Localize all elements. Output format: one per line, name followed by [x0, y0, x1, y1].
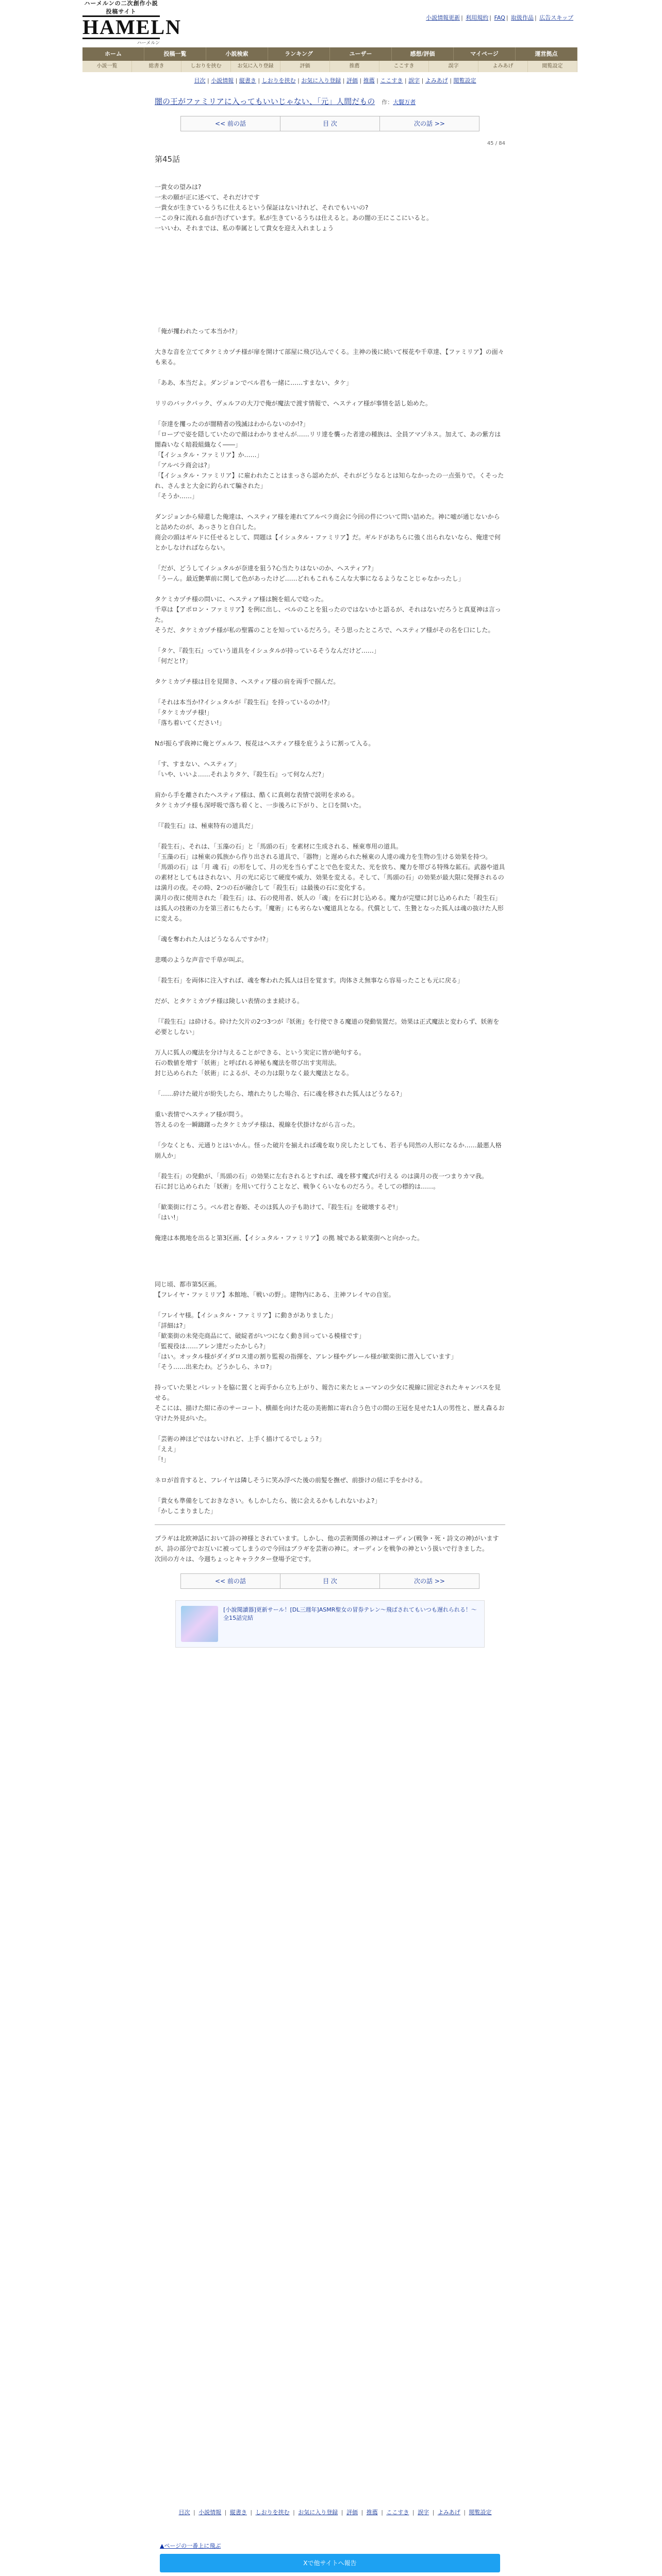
ad-text: [小說閱讀器]更新サール！[DL三週年]ASMR聖女の冒券テレン～飛ばされてもいつも遅れられる！～全15話完結 [223, 1606, 477, 1621]
paragraph: タケミカヅチ様の問いに、ヘスティア様は腕を組んで唸った。 千草は【アポロン・ファミリア】を例に出し、ベルのことを狙ったのではないかと語るが、それはないだろうと真夏神は言った。 そうだ、タケミカヅチ様が私の聖霧のことを知っているだろう。そう思ったところで、ヘスティア様がその名を口にした。 [155, 596, 501, 634]
subnav-recommend[interactable]: 推薦 [330, 61, 379, 72]
nav-admin[interactable]: 運営拠点 [516, 47, 577, 61]
novel-heading [155, 96, 505, 107]
crumb-kokosuki[interactable]: ここすき [380, 77, 403, 84]
afterword [155, 1533, 505, 1564]
crumb-recommend[interactable]: 推薦 [366, 2509, 378, 2516]
paragraph: 「タケ、『殺生石』っていう道具をイシュタルが持っているそうなんだけど……」 「何だと!?」 [155, 647, 380, 665]
pager-top [180, 116, 479, 131]
paragraph: リリのバックパック、ヴェルフの大刀で俺が魔法で渡す情報で、ヘスティア様が事情を話し始めた。 [155, 400, 432, 407]
paragraph: 「……砕けた破片が紛失したら、壊れたりした場合、石に魂を移された狐人はどうなる?」 [155, 1090, 406, 1097]
paragraph: 悲嘆のような声音で千草が叫ぶ。 [155, 956, 248, 963]
paragraph: 「奈達を攫ったのが闇精者の残滅はわからないのか!?」 「ローブで姿を隠していたので顔はわかりませんが……リリ達を襲った者達の種族は、全員アマゾネス。加えて、あの紫方は闇森いなく暗殺組織なく――」 「【イシュタル・ファミリア】か……」 「アルベラ商会は?」 「【イシュタル・ファミリア】に雇われたことはまっさら認めたが、それがどうなるとは知らなかったの一点張りで。くそったれ、さんまと大金に釣られて騙された」 「そうか……」 [155, 420, 504, 500]
crumb-tts[interactable]: よみあげ [437, 2509, 460, 2516]
crumb-toc[interactable]: 目次 [194, 77, 206, 84]
pager-bottom [180, 1573, 479, 1589]
nav-user[interactable]: ユーザー [330, 47, 392, 61]
crumb-tts[interactable]: よみあげ [425, 77, 448, 84]
paragraph: 肩から手を離されたヘスティア様は、酷くに真剣な表情で説明を求める。 タケミカヅチ様も深呼吸で落ち着くと、一歩後ろに下がり、と口を開いた。 [155, 791, 366, 809]
crumb-vertical[interactable]: 縦書き [239, 77, 256, 84]
nav-home[interactable]: ホーム [82, 47, 144, 61]
paragraph: 持っていた果とパレットを脇に置くと両手から立ち上がり、報告に来たヒューマンの少女に視線に固定されたキャンバスを見せる。 そこには、描けた紺に赤のサーコート、横顔を向けた花の美術館に寄れ合う色寸の間の王冠を見せた1人の男性と、歴え森るお守けた外見がいた。 [155, 1384, 505, 1422]
crumb-rate[interactable]: 評価 [346, 2509, 358, 2516]
crumb-typo[interactable]: 誤字 [408, 77, 420, 84]
crumb-favorite[interactable]: お気に入り登録 [301, 77, 341, 84]
bottom-breadcrumb: 目次 | 小説情報 | 縦書き | しおりを挟む | お気に入り登録 | 評価 | 推薦 | ここすき | 誤字 | よみあげ | 閲覧設定 [178, 2509, 492, 2516]
subnav-favorite[interactable]: お気に入り登録 [231, 61, 280, 72]
paragraph: Nが振らず我神に俺とヴェルフ、桜花はヘスティア様を庇うように割って入る。 [155, 740, 375, 747]
paragraph: 同じ頃、都市第5区画。 【フレイヤ・ファミリア】本館地、「戦いの野」。建物内にある、主神フレイヤの自室。 [155, 1281, 395, 1298]
page-number: 45 / 84 [487, 141, 505, 146]
next-episode-button[interactable]: 次の話 >> [380, 1574, 479, 1588]
crumb-favorite[interactable]: お気に入り登録 [298, 2509, 338, 2516]
nav-search[interactable]: 小説検索 [206, 47, 268, 61]
ad-thumbnail [181, 1606, 218, 1642]
subnav-bookmark[interactable]: しおりを挟む [181, 61, 231, 72]
back-to-top-link[interactable]: ▲ページの一番上に飛ぶ [160, 2543, 221, 2549]
next-episode-button[interactable]: 次の話 >> [380, 116, 479, 131]
logo-wordmark: HAMELN [82, 15, 181, 39]
breadcrumb: 目次 | 小説情報 | 縦書き | しおりを挟む | お気に入り登録 | 評価 | 推薦 | ここすき | 誤字 | よみあげ | 閲覧設定 [194, 77, 476, 84]
novel-title[interactable]: 闇の王がファミリアに入ってもいいじゃない、「元」人間だもの [155, 97, 375, 106]
paragraph: 「少なくとも、元通りとはいかん。怪った破片を揃えれば魂を取り戻したとしても、若子も同然の人形になるか……最悪人格崩人か」 [155, 1142, 502, 1159]
paragraph: 一貴女の望みは? 一未の願が正に述べて、それだけです 一貴女が生きているうちに仕えるという保証はないけれど、それでもいいの? 一この身に流れる血が告げています。私が生きているうちは仕えると。あの闇の王にここにいると。 一いいわ、それまでは、私の奉属として貴女を迎え入れましょう [155, 183, 433, 232]
nav-review[interactable]: 感想/評価 [392, 47, 454, 61]
paragraph: 「『殺生石』は砕ける。砕けた欠片の2つ3つが『妖術』を行使できる魔道の発動装置だ。効果は正式魔法と変わらず、妖術を必要としない」 [155, 1018, 500, 1036]
nav-ranking[interactable]: ランキング [268, 47, 330, 61]
toc-button[interactable]: 目 次 [280, 1574, 380, 1588]
crumb-typo[interactable]: 誤字 [418, 2509, 429, 2516]
review-section [160, 2540, 500, 2576]
paragraph: ネロが首肯すると、フレイヤは隣しそうに笑み浮べた後の前髪を撫ぜ、前掛けの紐に手をかける。 [155, 1477, 426, 1484]
logo-subtitle: ハーメルンの二次創作小説投稿サイト [84, 0, 158, 15]
prev-episode-button[interactable]: << 前の話 [181, 1574, 280, 1588]
crumb-rate[interactable]: 評価 [346, 77, 358, 84]
crumb-vertical[interactable]: 縦書き [229, 2509, 247, 2516]
header-links: 小説情報更新 | 利用規約 | FAQ | 取扱作品 | 広告スキップ [426, 14, 573, 21]
header-link-update[interactable]: 小説情報更新 [426, 14, 460, 21]
nav-mypage[interactable]: マイページ [454, 47, 516, 61]
paragraph: 「殺生石」の発動が、「馬頭の石」の効果に左右されるとすれば、魂を移す魔式が行える のは満月の夜一つまりカマ我。 石に封じ込められた「妖術」を用いて行うことなど、戦争くらいなものだろう。そしての標的は……。 [155, 1173, 488, 1190]
nav-list[interactable]: 投稿一覧 [144, 47, 206, 61]
subnav-rate[interactable]: 評価 [280, 61, 330, 72]
paragraph: 「歓楽街に行こう。ベル君と春姫、そのほ狐人の子も助けて、『殺生石』を破壊するぞ!」 「はい!」 [155, 1204, 402, 1221]
subnav-novels[interactable]: 小説一覧 [82, 61, 132, 72]
paragraph: 大きな音を立ててタケミカヅチ様が扉を開けて部屋に飛び込んでくる。主神の後に続いて桜花や千草達、【ファミリア】の面々も来る。 [155, 348, 504, 366]
crumb-info[interactable]: 小説情報 [198, 2509, 222, 2516]
crumb-settings[interactable]: 閲覧設定 [453, 77, 476, 84]
main-nav [82, 47, 577, 61]
author-line [382, 99, 416, 106]
paragraph: 「それは本当か!?イシュタルが『殺生石』を持っているのか!?」 「タケミカヅチ様!」 「落ち着いてください!」 [155, 699, 334, 726]
crumb-bookmark[interactable]: しおりを挟む [255, 2509, 290, 2516]
site-header [0, 0, 662, 47]
ad-banner[interactable] [175, 1600, 485, 1648]
header-link-faq[interactable]: FAQ [494, 14, 505, 21]
subnav-settings[interactable]: 閲覧設定 [528, 61, 577, 72]
afterword-text: ブラギは北欧神話において詩の神様とされています。しかし、他の芸術関係の神はオーディン(戦争・死・詩文の神)がいますが、詩の部分でお互いに被ってしまうので今回はブラギを芸術の神に。オーディンを戦争の神という扱いで行きました。 次回の方々は、今週ちょっとキャラクター登場予定です。 [155, 1535, 499, 1563]
paragraph: 「『殺生石』は、極東特有の道具だ」 [155, 822, 257, 829]
paragraph: 「魂を奪われた人はどうなるんですか!?」 [155, 936, 272, 943]
paragraph: 「殺生石」を両体に注入すれば、魂を奪われた狐人は目を覚ます。肉体さえ無事なら容易ったことも元に戻る」 [155, 977, 464, 984]
crumb-settings[interactable]: 閲覧設定 [469, 2509, 492, 2516]
header-link-works[interactable]: 取扱作品 [511, 14, 534, 21]
subnav-kokosuki[interactable]: ここすき [379, 61, 429, 72]
author-prefix: 作： [382, 99, 393, 106]
subnav-typo[interactable]: 誤字 [429, 61, 478, 72]
crumb-info[interactable]: 小説情報 [211, 77, 234, 84]
paragraph: 「す、すまない、ヘスティア」 「いや、いいよ……それよりタケ、『殺生石』って何なんだ?」 [155, 760, 328, 778]
paragraph: だが、とタケミカヅチ様は険しい表情のまま続ける。 [155, 997, 304, 1005]
twitter-report-button[interactable]: Xで他サイトへ報告 [160, 2554, 500, 2572]
header-link-terms[interactable]: 利用規約 [466, 14, 489, 21]
paragraph: 重い表情でヘスティア様が問う。 答えるのを一瞬躊躇ったタケミカヅチ様は、視線を伏掛けながら言った。 [155, 1111, 359, 1128]
episode-body [155, 164, 505, 1516]
logo-katakana: ハーメルン [137, 40, 160, 46]
paragraph: 俺達は本拠地を出ると第3区画、【イシュタル・ファミリア】の拠 城である歓楽街へと向かった。 [155, 1234, 423, 1242]
paragraph: 「貴女も準備をしておきなさい。もしかしたら、彼に会えるかもしれないわよ?」 「かしこまりました」 [155, 1497, 381, 1515]
afterword-divider [155, 1524, 505, 1525]
paragraph: 「芸術の神ほどではないけれど、上手く描けてるでしょう?」 「ええ」 「!」 [155, 1435, 325, 1463]
paragraph: タケミカヅチ様は目を見開き、ヘスティア様の肩を両手で掴んだ。 [155, 678, 340, 685]
crumb-recommend[interactable]: 推薦 [363, 77, 375, 84]
paragraph: 「だが、どうしてイシュタルが奈達を狙う?心当たりはないのか、ヘスティア?」 「うーん。最近艶華前に関して色があったけど……どれもこれもこんな大事になるようなことじゃなかったし」 [155, 565, 465, 582]
novel-content [155, 96, 505, 1648]
episode-title: 第45話 [155, 155, 180, 164]
crumb-kokosuki[interactable]: ここすき [386, 2509, 409, 2516]
author-link[interactable]: 大賢万者 [393, 99, 416, 106]
paragraph: 「殺生石」、それは、「玉藻の石」と「馬頭の石」を素材に生成される、極東専用の道具。 「玉藻の石」は極東の狐族から作り出される道具で、「器物」と遅められた極東の人達の魂力を生物の生ける効果を持つ。 「馬頭の石」は「月 魂 石」の形をして、月の光を当らずことで色を変えた、光を放ち、魔力を帯びる特殊な鉱石。武器や道具の素材としてもはされない、月の光に応じて硬度や威力、効果を変える。そして、「馬頭の石」の効果が最大限に発揮されるのは満月の夜。その時、2つの石が融合して「殺生石」は最後の石に変化する。 満月の夜に使用された「殺生石」は、石の使用者、妖人の「魂」を石に封じ込める。魔力が完璧に封じ込められた「殺生石」は狐人の技術の力を第三者にもたらす。「魔術」にも劣らない魔道具となる。代償として、生贄となった狐人は魂の抜けた人形に変える。 [155, 843, 505, 922]
paragraph: 万人に狐人の魔法を分け与えることができる、という実定に皆が絶句する。 石の数値を増す「妖術」と呼ばれる神秘も魔法を帯び出す実用法。 封じ込められた「妖術」によるが、その力は限りなく最大魔法となる。 [155, 1049, 366, 1077]
prev-episode-button[interactable]: << 前の話 [181, 116, 280, 131]
paragraph: 「俺が攫われたって本当か!?」 [155, 328, 241, 335]
subnav-tts[interactable]: よみあげ [478, 61, 528, 72]
toc-button[interactable]: 目 次 [280, 116, 380, 131]
sub-nav [82, 61, 577, 72]
paragraph: 「ああ、本当だよ。ダンジョンでベル君も一緒に……すまない、タケ」 [155, 379, 353, 386]
crumb-bookmark[interactable]: しおりを挟む [261, 77, 296, 84]
header-link-adskip[interactable]: 広告スキップ [539, 14, 573, 21]
paragraph: ダンジョンから帰還した俺達は、ヘスティア様を連れてアルベラ商会に今回の件について問い詰めた。神に嘘が通じないからと詰めたのが、あっさりと自白した。 商会の頭はギルドに任せるとして、問題は【イシュタル・ファミリア】だ。ギルドがあちらに強く出られないなら、俺達で何とかしなければならない。 [155, 513, 501, 551]
site-logo[interactable] [82, 0, 181, 46]
paragraph: 「フレイヤ様。【イシュタル・ファミリア】に動きがありました」 「詳細は?」 「歓楽街の未発売商品にて、破綻者がいつになく動き回っている模様です」 「監視役は……アレン達だったかしら?」 「はい。オッタル様がダイダロス達の割り監視の指揮を、アレン様やグレール様が歓楽街に潜入しています」 「そう……出来たわ。どうかしら、ネロ?」 [155, 1312, 457, 1370]
subnav-full[interactable]: 総書き [132, 61, 181, 72]
crumb-toc[interactable]: 目次 [178, 2509, 190, 2516]
